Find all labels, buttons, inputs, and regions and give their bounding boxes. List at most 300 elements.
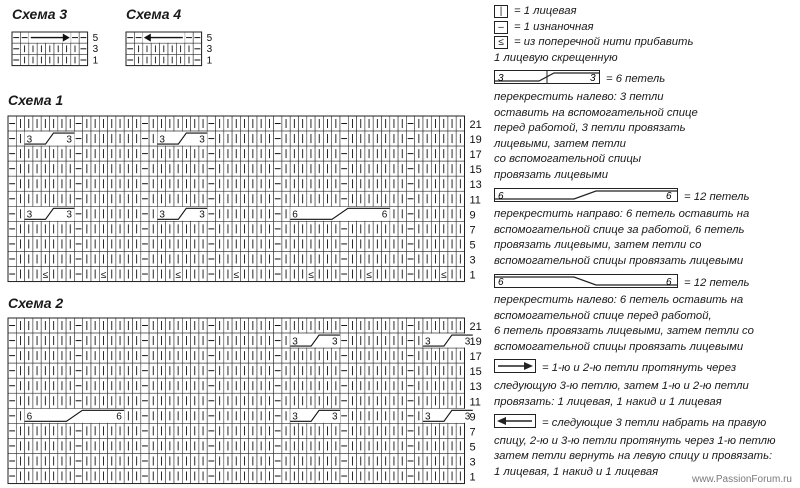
schema1-cell — [224, 221, 232, 236]
schema2-cell — [191, 469, 199, 484]
schema1-cell — [406, 221, 414, 236]
schema2-cell — [332, 469, 340, 484]
schema2-cell — [8, 453, 16, 468]
schema1-cell — [340, 116, 348, 131]
schema1-cell — [91, 221, 99, 236]
schema2-cell — [290, 438, 298, 453]
schema1-cell — [83, 191, 91, 206]
schema2-cell — [265, 333, 273, 348]
cable-cross — [290, 207, 390, 221]
schema2-cell — [265, 453, 273, 468]
schema2-cell — [406, 333, 414, 348]
schema2-cell — [431, 438, 439, 453]
schema1-cell — [332, 116, 340, 131]
schema1-cell — [8, 206, 16, 221]
schema2-cell — [274, 333, 282, 348]
schema1-cell — [191, 267, 199, 282]
schema1-cell — [240, 267, 248, 282]
legend-cable12l-text-5: вспомогательной спицы провязать лицевыми — [494, 340, 744, 353]
schema2-cell — [274, 469, 282, 484]
schema2-cell — [365, 438, 373, 453]
schema2-cell — [25, 469, 33, 484]
schema1-cell — [91, 191, 99, 206]
schema1-cell — [373, 161, 381, 176]
row-number: 17 — [469, 351, 482, 364]
schema1-cell — [299, 131, 307, 146]
schema1-cell — [332, 146, 340, 161]
schema2-cell — [108, 393, 116, 408]
schema1-cell — [116, 146, 124, 161]
schema1-cell — [74, 191, 82, 206]
schema1-cell — [274, 267, 282, 282]
schema2-cell — [423, 363, 431, 378]
schema2-cell — [382, 333, 390, 348]
schema1-cell — [456, 116, 464, 131]
schema2-cell — [149, 348, 157, 363]
schema2-cell — [141, 423, 149, 438]
schema2-cell — [58, 469, 66, 484]
schema2-cell — [382, 469, 390, 484]
schema1-cell — [431, 176, 439, 191]
schema2-cell — [340, 469, 348, 484]
schema1-cell — [456, 251, 464, 266]
schema1-cell — [207, 191, 215, 206]
schema2-cell — [99, 423, 107, 438]
cable-label-left: 3 — [292, 411, 298, 423]
schema1-cell — [16, 131, 24, 146]
schema2-cell — [299, 438, 307, 453]
legend-cable12r-text-4: провязать лицевыми, затем петли со — [494, 239, 702, 252]
schema4-cell — [151, 54, 159, 65]
schema2-cell — [307, 453, 315, 468]
schema1-cell — [373, 251, 381, 266]
schema2-cell — [249, 333, 257, 348]
schema2-cell — [25, 393, 33, 408]
schema3-cell — [54, 54, 62, 65]
schema3-cell — [20, 54, 28, 65]
schema2-cell — [232, 348, 240, 363]
schema2-cell — [282, 378, 290, 393]
schema1-cell — [373, 146, 381, 161]
schema1-cell — [149, 267, 157, 282]
schema1-cell — [240, 206, 248, 221]
schema1-cell — [25, 176, 33, 191]
schema2-cell — [390, 469, 398, 484]
schema2-cell — [265, 348, 273, 363]
increase-stitch: ≤ — [233, 270, 239, 282]
schema1-cell — [174, 221, 182, 236]
schema2-cell — [124, 453, 132, 468]
increase-stitch: ≤ — [308, 270, 314, 282]
schema2-cell — [398, 333, 406, 348]
schema1-cell — [332, 221, 340, 236]
schema1-cell — [290, 176, 298, 191]
schema1-cell — [357, 191, 365, 206]
schema2-cell — [249, 318, 257, 333]
schema2-cell — [141, 453, 149, 468]
schema1-cell — [249, 236, 257, 251]
schema1-cell — [33, 236, 41, 251]
cable-label-right: 3 — [66, 134, 72, 146]
schema2-cell — [357, 438, 365, 453]
schema2-cell — [133, 378, 141, 393]
schema1-cell — [33, 176, 41, 191]
schema2-cell — [16, 469, 24, 484]
schema4-cell — [160, 54, 168, 65]
schema1-cell — [398, 251, 406, 266]
cable-label-left: 3 — [26, 209, 33, 221]
schema2-cell — [74, 318, 82, 333]
schema1-cell — [265, 221, 273, 236]
row-number: 1 — [469, 471, 476, 484]
schema2-cell — [257, 408, 265, 423]
schema1-cell — [16, 206, 24, 221]
schema2-cell — [382, 408, 390, 423]
schema1-cell — [166, 221, 174, 236]
schema1-cell — [74, 236, 82, 251]
schema1-cell — [382, 221, 390, 236]
row-number: 11 — [469, 396, 481, 409]
schema1-cell — [133, 191, 141, 206]
schema4-cell — [126, 32, 134, 43]
schema1-cell — [332, 161, 340, 176]
schema1-cell — [41, 221, 49, 236]
cable6-left-icon — [494, 70, 600, 90]
schema1-cell — [50, 221, 58, 236]
schema1-cell — [174, 146, 182, 161]
cable12l-num-left: 6 — [498, 276, 504, 288]
schema1-cell — [332, 251, 340, 266]
schema2-cell — [390, 408, 398, 423]
cable-label-left: 3 — [425, 411, 431, 423]
schema1-cell — [249, 131, 257, 146]
schema1-cell — [108, 206, 116, 221]
increase-stitch: ≤ — [441, 270, 447, 282]
schema1-cell — [74, 221, 82, 236]
schema1-cell — [116, 221, 124, 236]
schema1-cell — [282, 251, 290, 266]
schema2-cell — [74, 393, 82, 408]
arrow-left-icon — [143, 33, 185, 43]
schema4-cell — [193, 43, 201, 54]
schema2-cell — [66, 348, 74, 363]
schema1-cell — [340, 131, 348, 146]
schema2-cell — [257, 333, 265, 348]
schema2-cell — [199, 408, 207, 423]
schema1-cell — [390, 267, 398, 282]
schema2-cell — [116, 333, 124, 348]
schema1-cell — [348, 146, 356, 161]
schema1-cell — [191, 116, 199, 131]
schema2-cell — [50, 348, 58, 363]
schema2-cell — [282, 393, 290, 408]
schema2-cell — [174, 393, 182, 408]
schema1-cell — [431, 267, 439, 282]
schema1-cell — [257, 146, 265, 161]
legend-knit-text: = 1 лицевая — [514, 5, 577, 17]
schema2-cell — [50, 423, 58, 438]
schema2-cell — [33, 348, 41, 363]
schema3-cell — [29, 54, 37, 65]
schema1-cell — [390, 116, 398, 131]
cable-label-right: 3 — [199, 134, 205, 146]
schema1-cell — [456, 146, 464, 161]
schema1-cell — [365, 146, 373, 161]
schema1-cell — [133, 221, 141, 236]
schema1-cell — [299, 221, 307, 236]
schema1-cell — [307, 146, 315, 161]
legend — [494, 4, 796, 481]
schema2-cell — [299, 318, 307, 333]
schema1-cell — [174, 116, 182, 131]
schema1-cell — [74, 206, 82, 221]
schema1-cell — [182, 161, 190, 176]
schema1-cell — [406, 161, 414, 176]
schema2-cell — [25, 348, 33, 363]
row-number: 17 — [469, 149, 482, 162]
schema2-cell — [348, 393, 356, 408]
schema2-cell — [249, 453, 257, 468]
schema2-cell — [249, 363, 257, 378]
schema1-cell — [216, 251, 224, 266]
schema2-cell — [382, 438, 390, 453]
schema1-cell — [83, 267, 91, 282]
schema1-cell — [8, 146, 16, 161]
schema2-cell — [99, 453, 107, 468]
schema2-cell — [174, 438, 182, 453]
schema1-cell — [108, 191, 116, 206]
schema1-cell — [33, 146, 41, 161]
schema2-cell — [398, 438, 406, 453]
schema1-cell — [108, 161, 116, 176]
schema1-cell — [423, 116, 431, 131]
schema1-cell — [406, 146, 414, 161]
cable-label-left: 6 — [292, 209, 298, 221]
schema1-cell — [365, 116, 373, 131]
schema1-cell — [456, 221, 464, 236]
schema1-cell — [373, 236, 381, 251]
schema1-cell — [456, 236, 464, 251]
schema2-cell — [332, 438, 340, 453]
schema1-cell — [299, 251, 307, 266]
cable-label-right: 3 — [464, 411, 471, 423]
schema2-cell — [66, 469, 74, 484]
legend-cable6-text-5: лицевыми, затем петли — [494, 137, 626, 150]
schema1-cell — [83, 131, 91, 146]
schema2-cell — [141, 438, 149, 453]
schema1-cell — [274, 206, 282, 221]
schema2-cell — [58, 453, 66, 468]
schema2-cell — [133, 438, 141, 453]
schema2-cell — [16, 453, 24, 468]
schema1-cell — [66, 251, 74, 266]
legend-cable6-text-3: оставить на вспомогательной спице — [494, 106, 698, 119]
schema1-cell — [174, 176, 182, 191]
schema1-cell — [66, 176, 74, 191]
schema2-cell — [373, 453, 381, 468]
schema2-cell — [348, 408, 356, 423]
schema1-cell — [207, 221, 215, 236]
schema2-cell — [191, 423, 199, 438]
schema2-cell — [224, 438, 232, 453]
schema1-cell — [141, 116, 149, 131]
schema2-cell — [157, 408, 165, 423]
schema1-cell — [133, 236, 141, 251]
schema1-cell — [406, 267, 414, 282]
schema2-cell — [406, 423, 414, 438]
schema2-cell — [91, 363, 99, 378]
schema2-cell — [249, 393, 257, 408]
schema2-cell — [207, 363, 215, 378]
schema2-cell — [166, 469, 174, 484]
schema1-cell — [216, 206, 224, 221]
schema2-cell — [390, 393, 398, 408]
schema1-cell — [207, 146, 215, 161]
schema2-cell — [240, 348, 248, 363]
schema1-cell — [240, 146, 248, 161]
schema2-chart — [8, 318, 482, 484]
schema1-cell — [149, 146, 157, 161]
schema1-cell — [265, 161, 273, 176]
cable-label-left: 3 — [425, 336, 431, 348]
row-number: 7 — [469, 224, 476, 237]
schema2-cell — [357, 378, 365, 393]
schema1-cell — [348, 176, 356, 191]
schema2-cell — [323, 453, 331, 468]
schema4-cell — [151, 43, 159, 54]
schema2-cell — [199, 378, 207, 393]
schema2-cell — [323, 318, 331, 333]
schema1-cell — [83, 236, 91, 251]
schema2-cell — [216, 469, 224, 484]
schema1-cell — [357, 116, 365, 131]
schema2-cell — [108, 333, 116, 348]
schema2-cell — [265, 438, 273, 453]
schema2-cell — [157, 469, 165, 484]
schema1-cell — [91, 161, 99, 176]
schema1-cell — [265, 146, 273, 161]
schema1-cell — [307, 116, 315, 131]
cable-label-left: 3 — [159, 134, 165, 146]
schema1-cell — [58, 221, 66, 236]
schema1-cell — [390, 236, 398, 251]
schema2-cell — [307, 423, 315, 438]
schema1-cell — [41, 116, 49, 131]
schema1-cell — [149, 191, 157, 206]
schema2-cell — [340, 318, 348, 333]
schema2-cell — [149, 423, 157, 438]
schema2-cell — [274, 453, 282, 468]
schema2-cell — [157, 363, 165, 378]
schema1-cell — [373, 267, 381, 282]
schema1-cell — [365, 236, 373, 251]
schema2-cell — [423, 423, 431, 438]
schema2-cell — [274, 423, 282, 438]
schema1-cell — [440, 267, 448, 282]
schema1-cell — [299, 176, 307, 191]
schema2-cell — [133, 408, 141, 423]
schema1-cell — [348, 236, 356, 251]
schema2-cell — [50, 378, 58, 393]
schema2-cell — [357, 318, 365, 333]
schema1-cell — [25, 116, 33, 131]
schema4-cell — [176, 54, 184, 65]
schema2-cell — [423, 378, 431, 393]
schema2-cell — [116, 363, 124, 378]
schema1-cell — [332, 267, 340, 282]
schema2-cell — [357, 408, 365, 423]
row-number: 13 — [469, 381, 482, 394]
schema2-cell — [406, 408, 414, 423]
schema1-cell — [348, 221, 356, 236]
cable-label-right: 3 — [332, 411, 338, 423]
schema2-cell — [116, 348, 124, 363]
schema1-cell — [216, 236, 224, 251]
schema1-cell — [257, 221, 265, 236]
schema2-cell — [456, 378, 464, 393]
schema2-cell — [33, 363, 41, 378]
schema1-cell — [257, 236, 265, 251]
schema2-cell — [340, 363, 348, 378]
schema2-cell — [83, 363, 91, 378]
cable-cross — [157, 207, 207, 221]
schema2-cell — [116, 318, 124, 333]
schema2-cell — [240, 469, 248, 484]
schema2-cell — [91, 453, 99, 468]
schema2-cell — [440, 393, 448, 408]
schema1-cell — [124, 206, 132, 221]
schema1-cell — [357, 146, 365, 161]
legend-cable12l-text-3: вспомогательной спице перед работой, — [494, 309, 712, 322]
schema2-cell — [456, 438, 464, 453]
schema2-cell — [398, 378, 406, 393]
schema1-cell — [249, 191, 257, 206]
schema2-cell — [382, 423, 390, 438]
schema2-cell — [33, 438, 41, 453]
legend-cable12r-text-3: вспомогательной спице за работой, 6 петель — [494, 223, 745, 236]
cable12-left-icon — [494, 274, 678, 294]
schema2-cell — [257, 378, 265, 393]
schema2-cell — [25, 438, 33, 453]
schema1-cell — [232, 146, 240, 161]
schema1-cell — [157, 251, 165, 266]
schema2-cell — [216, 408, 224, 423]
schema1-cell — [340, 236, 348, 251]
schema3-cell — [62, 54, 70, 65]
schema1-cell — [323, 221, 331, 236]
schema2-cell — [157, 348, 165, 363]
schema2-cell — [249, 408, 257, 423]
legend-cable12-left — [494, 274, 796, 294]
schema1-cell — [274, 251, 282, 266]
schema1-cell — [357, 161, 365, 176]
schema2-cell — [265, 318, 273, 333]
schema2-cell — [216, 453, 224, 468]
schema2-cell — [240, 393, 248, 408]
schema2-cell — [398, 408, 406, 423]
schema2-cell — [448, 318, 456, 333]
schema1-cell — [182, 267, 190, 282]
schema2-cell — [423, 438, 431, 453]
schema1-cell — [33, 191, 41, 206]
schema1-cell — [323, 236, 331, 251]
schema2-cell — [83, 453, 91, 468]
schema2-cell — [357, 348, 365, 363]
schema1-cell — [423, 191, 431, 206]
row-number: 1 — [469, 269, 476, 282]
schema2-cell — [216, 393, 224, 408]
schema1-cell — [174, 251, 182, 266]
